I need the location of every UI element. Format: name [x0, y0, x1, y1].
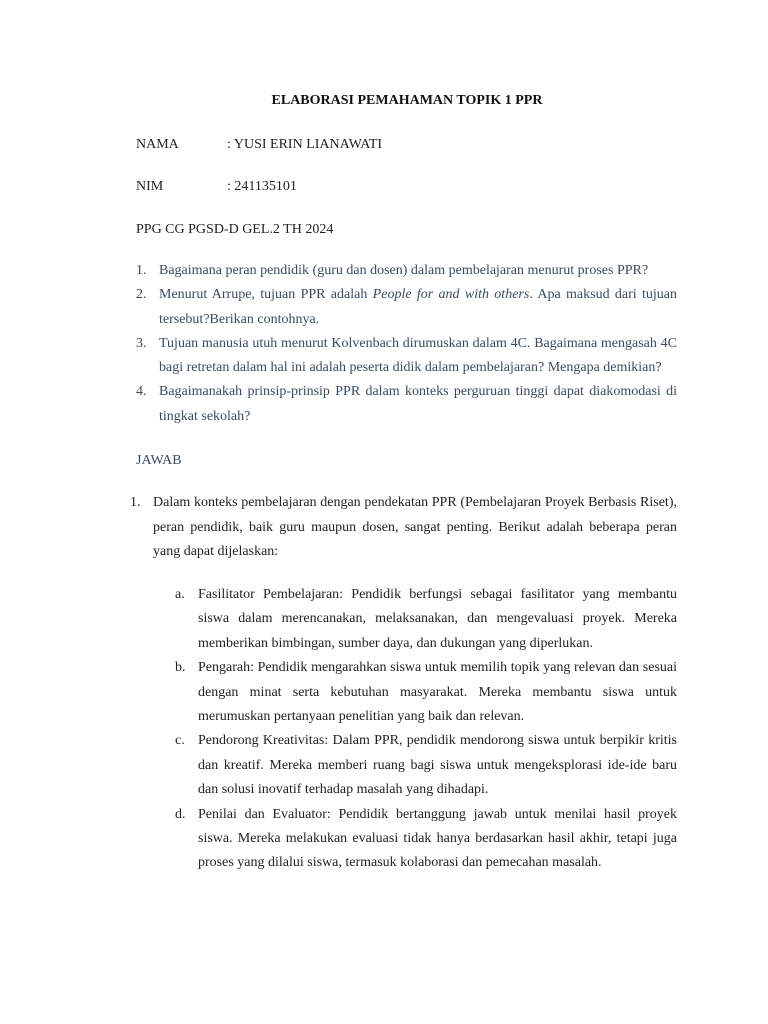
question-item — [136, 380, 677, 429]
role-text: Penilai dan Evaluator: Pendidik bertanggung jawab untuk menilai hasil proyek siswa. Mereka melakukan evaluasi tidak hanya berdasarkan hasil akhir, tetapi juga proses yang dilalui siswa, termasuk kolaborasi dan pemecahan masalah. — [198, 806, 677, 871]
question-item — [136, 283, 677, 332]
role-text: Fasilitator Pembelajaran: Pendidik berfungsi sebagai fasilitator yang membantu siswa dalam merencanakan, melaksanakan, dan mengevaluasi proyek. Mereka memberikan bimbingan, sumber daya, dan dukungan yang diperlukan. — [198, 587, 677, 651]
role-item — [175, 803, 677, 876]
question-number: 2. — [136, 287, 147, 303]
document-title: ELABORASI PEMAHAMAN TOPIK 1 PPR — [271, 93, 543, 108]
role-item — [175, 656, 677, 729]
nim-field — [136, 179, 297, 195]
nim-label: NIM — [136, 179, 164, 194]
role-list — [175, 583, 677, 876]
question-text: Menurut Arrupe, tujuan PPR adalah — [159, 287, 373, 303]
role-letter: d. — [175, 806, 186, 822]
question-number: 3. — [136, 335, 147, 351]
answer-item — [130, 491, 677, 565]
name-value: : YUSI ERIN LIANAWATI — [227, 137, 383, 152]
question-item — [136, 259, 677, 283]
role-text: Pengarah: Pendidik mengarahkan siswa untuk memilih topik yang relevan dan sesuai dengan minat serta kebutuhan masyarakat. Mereka membantu siswa untuk merumuskan pertanyaan penelitian yang baik dan relevan. — [198, 660, 677, 725]
question-list — [136, 259, 677, 429]
question-emphasis: People for and with others — [372, 287, 530, 303]
question-item — [136, 332, 677, 381]
nim-value: : 241135101 — [227, 179, 297, 194]
role-letter: b. — [175, 660, 186, 676]
answer-text: Dalam konteks pembelajaran dengan pendekatan PPR (Pembelajaran Proyek Berbasis Riset), peran pendidik, baik guru maupun dosen, sangat penting. Berikut adalah beberapa peran yang dapat dijelaskan: — [153, 495, 677, 559]
role-letter: c. — [175, 733, 185, 749]
question-text: . Apa maksud dari tujuan tersebut?Berikan contohnya. — [159, 287, 677, 327]
role-item — [175, 583, 677, 656]
answer-number: 1. — [130, 495, 141, 510]
question-number: 1. — [136, 263, 147, 278]
role-letter: a. — [175, 587, 185, 602]
role-item — [175, 729, 677, 802]
name-field — [136, 137, 382, 153]
answers-heading: JAWAB — [136, 453, 182, 468]
question-text: Bagaimana peran pendidik (guru dan dosen) dalam pembelajaran menurut proses PPR? — [159, 263, 649, 278]
program-line: PPG CG PGSD-D GEL.2 TH 2024 — [136, 222, 334, 237]
question-number: 4. — [136, 384, 147, 400]
name-label: NAMA — [136, 137, 179, 152]
question-text: Tujuan manusia utuh menurut Kolvenbach dirumuskan dalam 4C. Bagaimana mengasah 4C bagi retretan dalam hal ini adalah peserta didik dalam pembelajaran? Mengapa demikian? — [159, 335, 677, 376]
question-text: Bagaimanakah prinsip-prinsip PPR dalam konteks perguruan tinggi dapat diakomodasi di tingkat sekolah? — [159, 384, 677, 424]
role-text: Pendorong Kreativitas: Dalam PPR, pendidik mendorong siswa untuk berpikir kritis dan kreatif. Mereka memberi ruang bagi siswa untuk mengeksplorasi ide-ide baru dan solusi inovatif terhadap masalah yang dihadapi. — [198, 733, 677, 798]
